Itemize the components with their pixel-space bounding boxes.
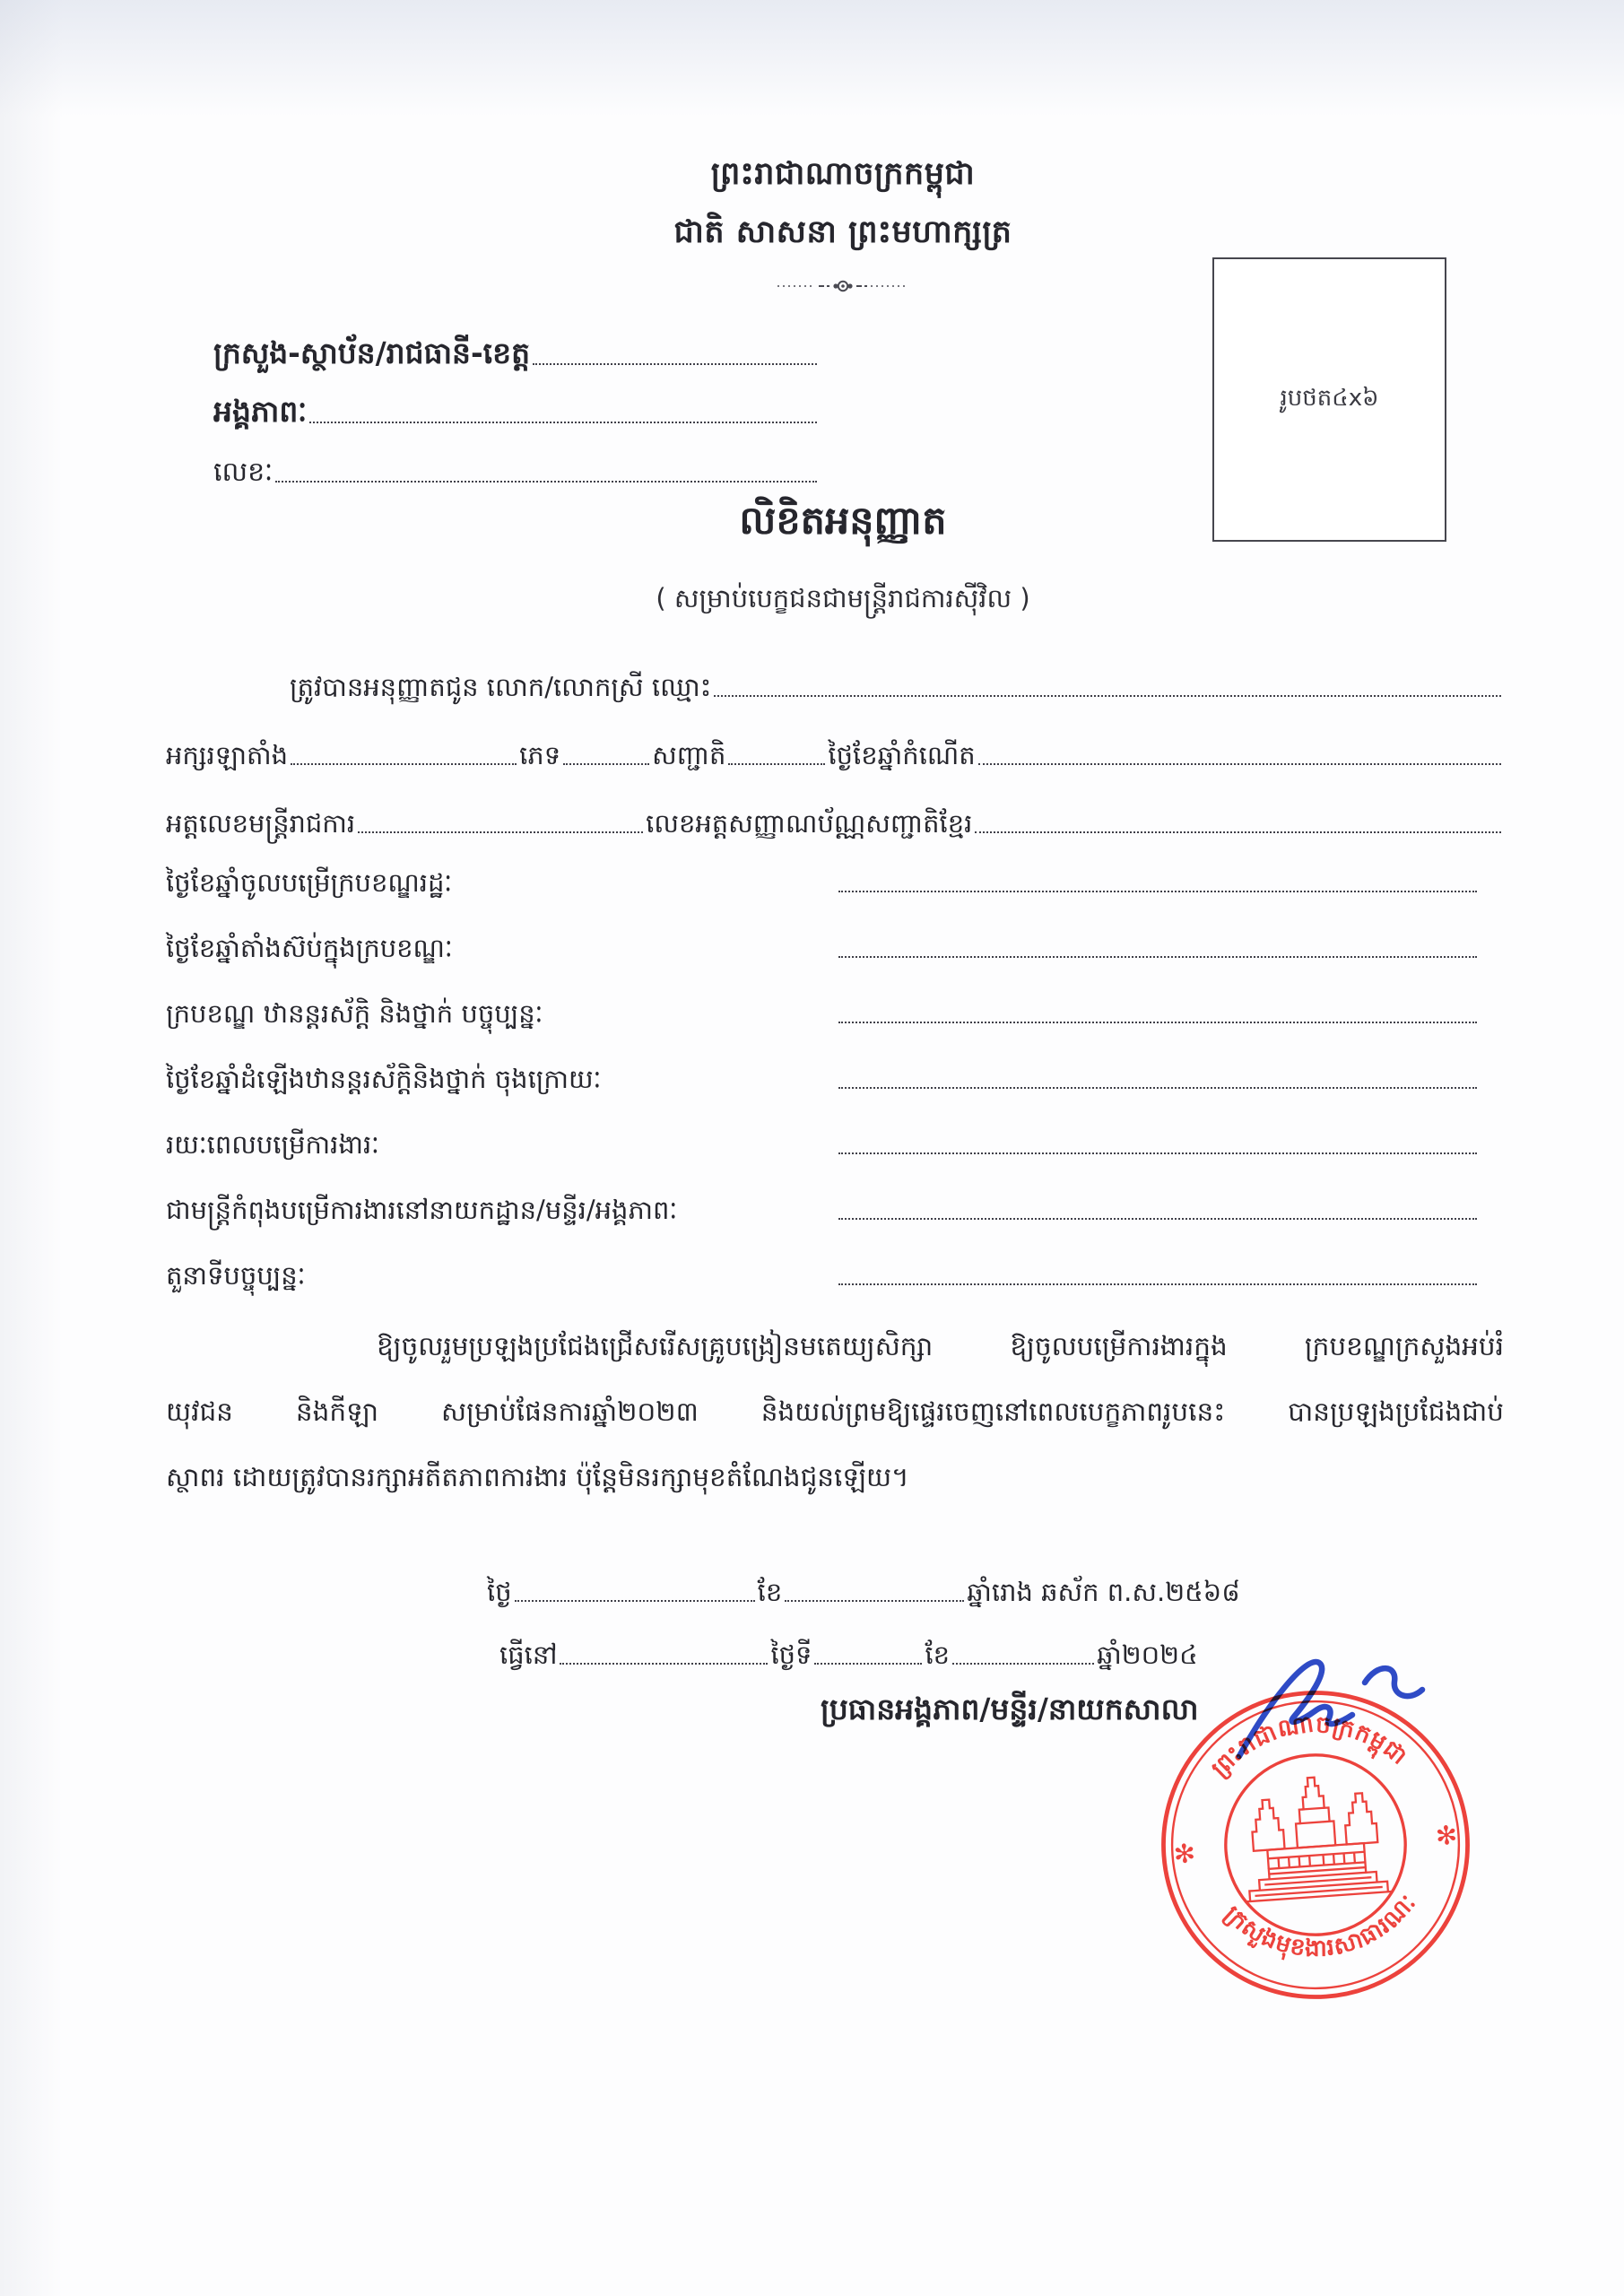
authorization-paragraph-line2: យុវជន និងកីឡា សម្រាប់ផែនការឆ្នាំ២០២៣ និងយល់ព្រមឱ្យផ្ទេរចេញនៅពេលបេក្ខភាពរូបនេះ បានប្រឡងប្រជែងជាប់	[166, 1396, 1504, 1427]
angkor-wat-icon	[1237, 1772, 1394, 1901]
row-fill-field	[838, 1217, 1477, 1220]
row-fill-field	[838, 1283, 1477, 1285]
number-fill-field	[275, 480, 817, 483]
row-label: រយៈពេលបម្រើការងារៈ	[166, 1128, 380, 1160]
dob-label: ថ្ងៃខែឆ្នាំកំណើត	[828, 739, 976, 770]
row-label: ជាមន្ត្រីកំពុងបម្រើការងារនៅនាយកដ្ឋាន/មន្ទីរ/អង្គភាពៈ	[166, 1194, 678, 1225]
dob-fill-field	[978, 762, 1501, 765]
signer-title: ប្រធានអង្គភាព/មន្ទីរ/នាយកសាលា	[821, 1692, 1199, 1726]
number-label: លេខៈ	[213, 456, 274, 488]
row-fill-field	[838, 955, 1477, 958]
document-subtitle: ( សម្រាប់បេក្ខជនជាមន្ត្រីរាជការស៊ីវិល )	[656, 583, 1030, 613]
national-id-fill-field	[975, 831, 1501, 833]
lunar-year-text: ឆ្នាំរោង ឆស័ក ព.ស.២៥៦៨	[967, 1576, 1240, 1607]
national-id-label: លេខអត្តសញ្ញាណប័ណ្ណសញ្ជាតិខ្មែរ	[646, 807, 973, 839]
lunar-date-line	[487, 1565, 1427, 1608]
authorization-paragraph-line3: ស្ថាពរ ដោយត្រូវបានរក្សាអតីតភាពការងារ ប៉ុន្តែមិនរក្សាមុខតំណែងជូនឡើយ។	[166, 1462, 909, 1492]
ministry-line	[213, 323, 820, 371]
granted-to-line	[166, 655, 1504, 703]
date-day-fill-field	[814, 1662, 922, 1665]
unit-fill-field	[309, 421, 817, 423]
kingdom-header-line1: ព្រះរាជាណាចក្រកម្ពុជា	[710, 156, 976, 192]
date-year-text: ឆ្នាំ២០២៤	[1097, 1639, 1198, 1670]
row-current-position	[166, 1247, 1504, 1292]
lunar-month-label: ខែ	[757, 1576, 783, 1607]
date-day-label: ថ្ងៃទី	[770, 1639, 812, 1670]
document-title: លិខិតអនុញ្ញាត	[739, 499, 947, 544]
latin-name-fill-field	[291, 762, 517, 765]
row-current-rank	[166, 985, 1504, 1030]
unit-line	[213, 381, 820, 430]
date-month-fill-field	[952, 1662, 1094, 1665]
row-service-duration	[166, 1116, 1504, 1161]
ministry-fill-field	[533, 362, 817, 365]
ministry-label: ក្រសួង-ស្ថាប័ន/រាជធានី-ខេត្ត	[213, 335, 531, 370]
row-fill-field	[838, 1021, 1477, 1023]
row-label: ថ្ងៃខែឆ្នាំចូលបម្រើក្របខណ្ឌរដ្ឋៈ	[166, 866, 453, 898]
unit-label: អង្គភាពៈ	[213, 393, 308, 429]
made-at-label: ធ្វើនៅ	[499, 1639, 558, 1670]
row-label: ថ្ងៃខែឆ្នាំតាំងស៊ប់ក្នុងក្របខណ្ឌៈ	[166, 932, 453, 963]
photo-box-label: រូបថត៤x៦	[1280, 384, 1379, 412]
made-at-fill-field	[560, 1662, 768, 1665]
row-tenure-date	[166, 919, 1504, 964]
divider-ornament-icon	[776, 278, 910, 294]
seal-left-flower-icon: ✻	[1172, 1838, 1197, 1870]
row-fill-field	[838, 1152, 1477, 1154]
nationality-label: សញ្ជាតិ	[652, 739, 726, 770]
official-id-label: អត្តលេខមន្ត្រីរាជការ	[166, 807, 356, 839]
sex-fill-field	[563, 762, 649, 765]
id-numbers-line	[166, 791, 1504, 839]
row-entry-date	[166, 854, 1504, 899]
authorization-paragraph-line1: ឱ្យចូលរួមប្រឡងប្រជែងជ្រើសរើសគ្រូបង្រៀនមតេយ្យសិក្សា ឱ្យចូលបម្រើការងារក្នុង ក្របខណ្ឌក្រសួងអប់រំ	[377, 1331, 1504, 1361]
date-month-label: ខែ	[925, 1639, 951, 1670]
row-label: តួនាទីបច្ចុប្បន្នៈ	[166, 1259, 306, 1291]
lunar-day-fill-field	[515, 1599, 755, 1602]
sex-label: ភេទ	[519, 739, 561, 770]
row-label: ក្របខណ្ឌ ឋានន្តរស័ក្តិ និងថ្នាក់ បច្ចុប្បន្នៈ	[166, 997, 543, 1029]
lunar-month-fill-field	[785, 1599, 964, 1602]
svg-text:ក្រសួងមុខងារសាធារណៈ	[1218, 1888, 1426, 1970]
row-fill-field	[838, 1086, 1477, 1089]
granted-to-label: ត្រូវបានអនុញ្ញាតជូន លោក/លោកស្រី ឈ្មោះ	[290, 671, 712, 702]
row-label: ថ្ងៃខែឆ្នាំដំឡើងឋានន្តរស័ក្តិនិងថ្នាក់ ចុងក្រោយៈ	[166, 1063, 602, 1094]
seal-bottom-text: ក្រសួងមុខងារសាធារណៈ	[1219, 1888, 1422, 1962]
signature-icon	[1230, 1645, 1437, 1779]
name-fill-field	[714, 694, 1501, 697]
row-current-workplace	[166, 1181, 1504, 1226]
latin-name-label: អក្សរឡាតាំង	[166, 739, 289, 770]
number-line	[213, 440, 820, 489]
kingdom-header-line2: ជាតិ សាសនា ព្រះមហាក្សត្រ	[673, 214, 1012, 250]
handwritten-signature	[1230, 1645, 1437, 1779]
official-id-fill-field	[358, 831, 643, 833]
row-fill-field	[838, 890, 1477, 892]
lunar-day-label: ថ្ងៃ	[487, 1576, 512, 1607]
nationality-fill-field	[728, 762, 825, 765]
row-last-promotion	[166, 1050, 1504, 1095]
latin-sex-nationality-line	[166, 723, 1504, 771]
seal-right-flower-icon: ✻	[1434, 1819, 1459, 1852]
seal-top-text: ព្រះរាជាណាចក្រកម្ពុជា	[1206, 1710, 1413, 1783]
